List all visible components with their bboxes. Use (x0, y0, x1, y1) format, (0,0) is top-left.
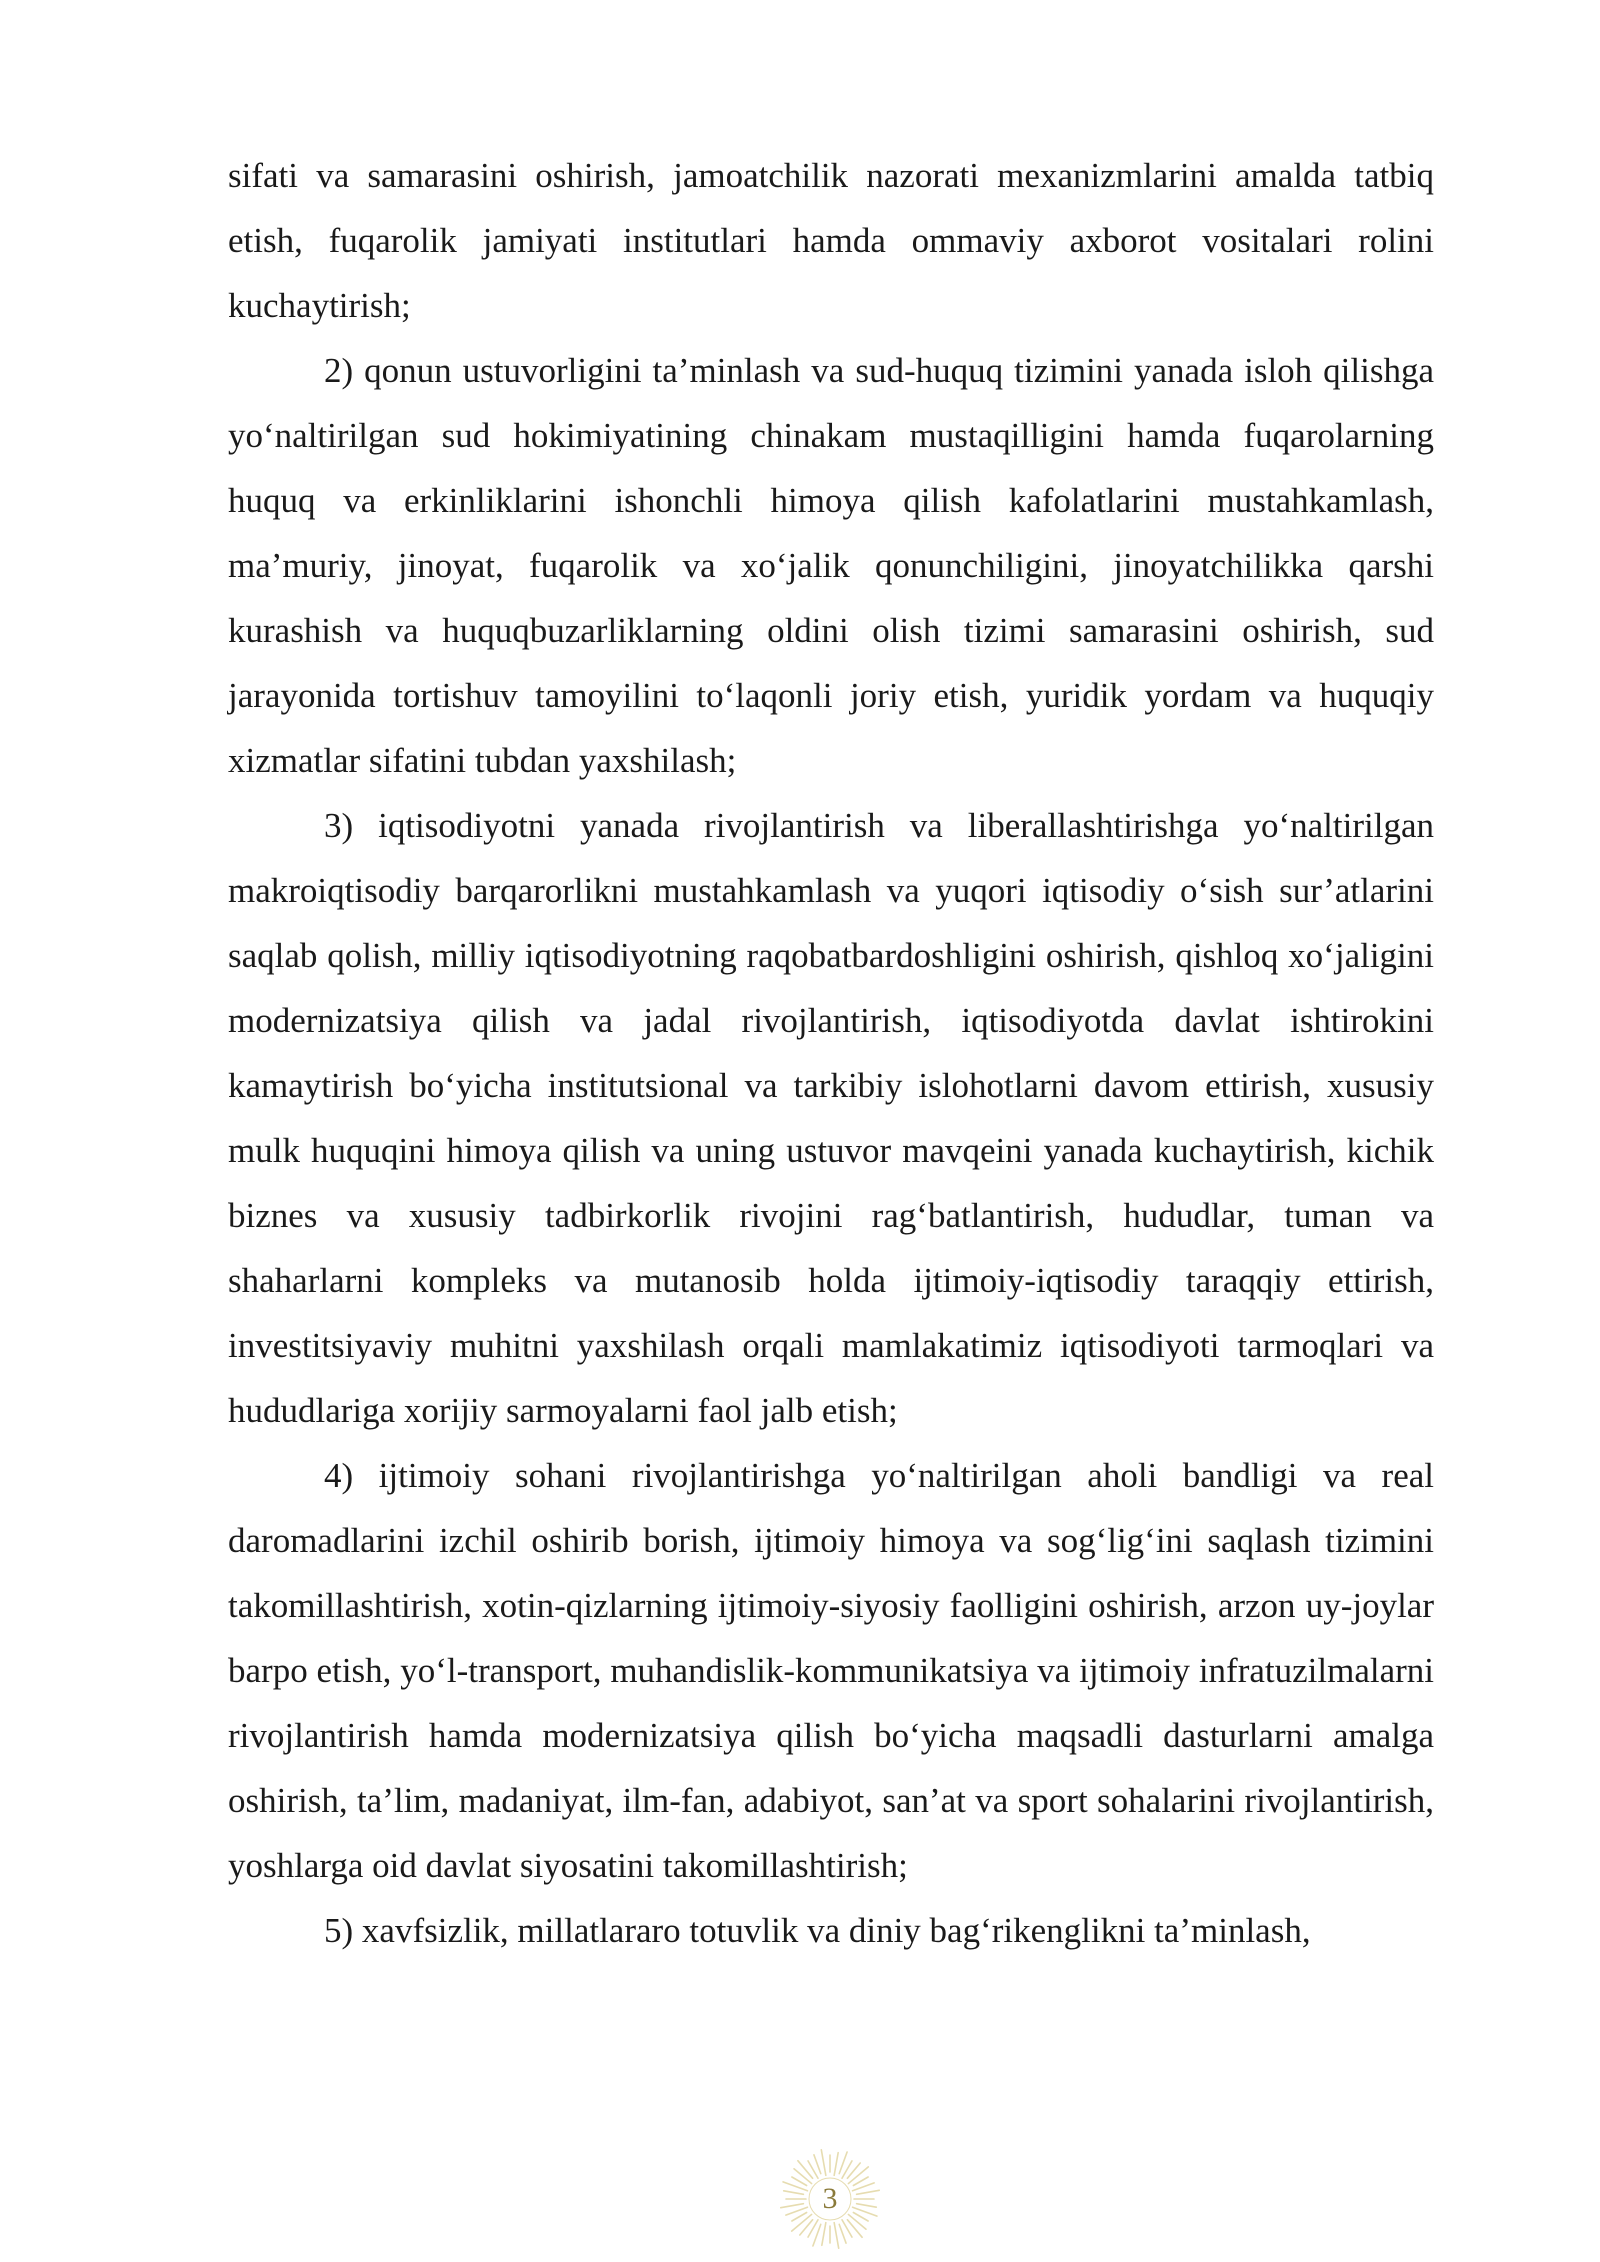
paragraph-item-4: 4) ijtimoiy sohani rivojlantirishga yo‘naltirilgan aholi bandligi va real daromadlarini izchil oshirib borish, ijtimoiy himoya va sog‘lig‘ini saqlash tizimini takomillashtirish, xotin-qizlarning ijtimoiy-siyosiy faolligini oshirish, arzon uy-joylar barpo etish, yo‘l-transport, muhandislik-kommunikatsiya va ijtimoiy infratuzilmalarni rivojlantirish hamda modernizatsiya qilish bo‘yicha maqsadli dasturlarni amalga oshirish, ta’lim, madaniyat, ilm-fan, adabiyot, san’at va sport sohalarini rivojlantirish, yoshlarga oid davlat siyosatini takomillashtirish; (228, 1456, 1434, 1885)
paragraph-item-5: 5) xavfsizlik, millatlararo totuvlik va diniy bag‘rikenglikni ta’minlash, (324, 1911, 1311, 1950)
page-number: 3 (822, 2182, 838, 2215)
page-footer (778, 2147, 882, 2251)
paragraph-continuation: sifati va samarasini oshirish, jamoatchilik nazorati mexanizmlarini amalda tatbiq etish, fuqarolik jamiyati institutlari hamda ommaviy axborot vositalari rolini kuchaytirish; (228, 156, 1434, 325)
paragraph-item-3: 3) iqtisodiyotni yanada rivojlantirish va liberallashtirishga yo‘naltirilgan makroiqtisodiy barqarorlikni mustahkamlash va yuqori iqtisodiy o‘sish sur’atlarini saqlab qolish, milliy iqtisodiyotning raqobatbardoshligini oshirish, qishloq xo‘jaligini modernizatsiya qilish va jadal rivojlantirish, iqtisodiyotda davlat ishtirokini kamaytirish bo‘yicha institutsional va tarkibiy islohotlarni davom ettirish, xususiy mulk huquqini himoya qilish va uning ustuvor mavqeini yanada kuchaytirish, kichik biznes va xususiy tadbirkorlik rivojini rag‘batlantirish, hududlar, tuman va shaharlarni kompleks va mutanosib holda ijtimoiy-iqtisodiy taraqqiy ettirish, investitsiyaviy muhitni yaxshilash orqali mamlakatimiz iqtisodiyoti tarmoqlari va hududlariga xorijiy sarmoyalarni faol jalb etish; (228, 806, 1434, 1430)
document-page (228, 143, 1434, 1963)
paragraph-item-2: 2) qonun ustuvorligini ta’minlash va sud-huquq tizimini yanada isloh qilishga yo‘naltirilgan sud hokimiyatining chinakam mustaqilligini hamda fuqarolarning huquq va erkinliklarini ishonchli himoya qilish kafolatlarini mustahkamlash, ma’muriy, jinoyat, fuqarolik va xo‘jalik qonunchiligini, jinoyatchilikka qarshi kurashish va huquqbuzarliklarning oldini olish tizimi samarasini oshirish, sud jarayonida tortishuv tamoyilini to‘laqonli joriy etish, yuridik yordam va huquqiy xizmatlar sifatini tubdan yaxshilash; (228, 351, 1434, 780)
